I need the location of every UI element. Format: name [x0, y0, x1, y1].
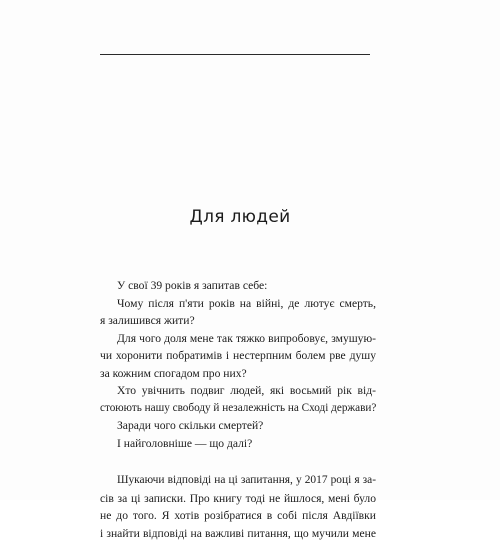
- paragraph-gap: [100, 452, 376, 472]
- text-line: сів за ці записки. Про книгу тоді не йшлося, мені було: [100, 490, 376, 508]
- text-line: чи хоронити побратимів і нестерпним болем рве душу: [100, 347, 376, 365]
- text-line: Чому після п'яти років на війні, де лютує смерть,: [100, 295, 376, 313]
- text-line: У свої 39 років я запитав себе:: [100, 277, 376, 295]
- text-line: не до того. Я хотів розібратися в собі після Авдіївки: [100, 507, 376, 525]
- chapter-title: Для людей: [0, 207, 480, 227]
- text-line: Хто увічнить подвиг людей, які восьмий рік від-: [100, 382, 376, 400]
- text-line: Шукаючи відповіді на ці запитання, у 2017 році я за-: [100, 472, 376, 490]
- text-line: за кожним спогадом про них?: [100, 365, 376, 383]
- text-line: і знайти відповіді на важливі питання, що мучили мене: [100, 525, 376, 542]
- text-line: Заради чого скільки смертей?: [100, 417, 376, 435]
- text-line: І найголовніше — що далі?: [100, 435, 376, 453]
- text-line: Для чого доля мене так тяжко випробовує, змушую-: [100, 330, 376, 348]
- header-rule: [100, 54, 370, 55]
- text-line: я залишився жити?: [100, 312, 376, 330]
- body-text: [100, 277, 376, 542]
- text-line: стоюють нашу свободу й незалежність на Сході держави?: [100, 400, 376, 418]
